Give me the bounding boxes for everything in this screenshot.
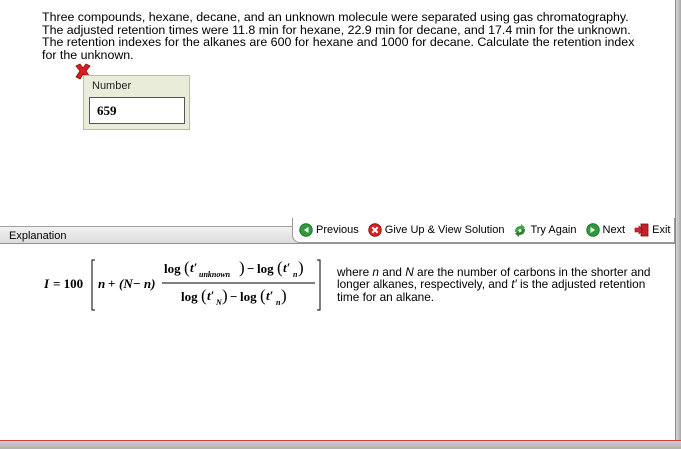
formula-plus: + <box>108 276 116 291</box>
exit-door-icon <box>634 223 649 237</box>
sub-N-den: N <box>216 298 222 307</box>
window-right-edge <box>675 0 681 449</box>
num-minus: − <box>247 261 255 276</box>
previous-button[interactable] <box>299 223 359 237</box>
answer-input[interactable]: 659 <box>89 97 185 124</box>
svg-text:(: ( <box>184 258 190 277</box>
recycle-icon <box>513 223 527 237</box>
toolbar <box>292 218 675 243</box>
sub-unknown: unknown <box>199 270 231 279</box>
num-log-2: log <box>257 261 274 276</box>
den-log-1: log <box>181 289 198 304</box>
question-text: Three compounds, hexane, decane, and an unknown molecule were separated using gas chromatography. The adjusted retention times were 11.8 min for hexane, 22.9 min for decane, and 17.4 min for the unknown. The retention indexes for the alkanes are 600 for hexane and 1000 for decane. Calculate the retention index for the unknown. <box>42 10 635 62</box>
svg-text:): ) <box>239 258 245 277</box>
sub-n-den: n <box>276 298 281 307</box>
try-again-button[interactable] <box>513 223 576 237</box>
den-log-2: log <box>240 289 257 304</box>
explanation-tab[interactable] <box>0 226 300 244</box>
den-minus: − <box>230 289 238 304</box>
svg-text:(: ( <box>201 286 207 305</box>
num-t-unknown: t′ <box>190 260 198 275</box>
num-log-1: log <box>164 261 181 276</box>
den-t-N: t′ <box>207 288 215 303</box>
give-up-icon <box>368 223 382 237</box>
answer-label: Number <box>92 80 132 92</box>
num-t-n: t′ <box>283 260 291 275</box>
formula-explanation-text: where n and N are the number of carbons in the shorter and longer alkanes, respectively, and t′ is the adjusted retention time for an alkane. <box>337 265 651 304</box>
previous-arrow-icon <box>299 223 313 237</box>
svg-text:): ) <box>298 258 304 277</box>
svg-text:(: ( <box>260 286 266 305</box>
explanation-label: Explanation <box>9 230 67 242</box>
sub-n-num: n <box>293 270 298 279</box>
formula-N-minus-n: (N− n) <box>119 276 156 291</box>
give-up-button[interactable] <box>368 223 505 237</box>
next-button[interactable] <box>586 223 626 237</box>
formula-equals: = 100 <box>53 276 84 291</box>
previous-label: Previous <box>316 224 359 236</box>
try-again-label: Try Again <box>530 224 577 236</box>
formula-lhs: I <box>44 276 50 291</box>
svg-text:): ) <box>222 286 228 305</box>
next-label: Next <box>602 224 626 236</box>
next-arrow-icon <box>586 223 600 237</box>
exit-label: Exit <box>652 224 671 236</box>
retention-index-formula <box>44 256 324 314</box>
svg-text:): ) <box>281 286 287 305</box>
svg-text:(: ( <box>277 258 283 277</box>
exit-button[interactable] <box>634 223 670 237</box>
formula-n: n <box>98 276 106 291</box>
give-up-label: Give Up & View Solution <box>384 224 505 236</box>
bottom-scrollbar[interactable] <box>0 440 681 449</box>
answer-panel <box>83 75 190 130</box>
den-t-n: t′ <box>266 288 274 303</box>
